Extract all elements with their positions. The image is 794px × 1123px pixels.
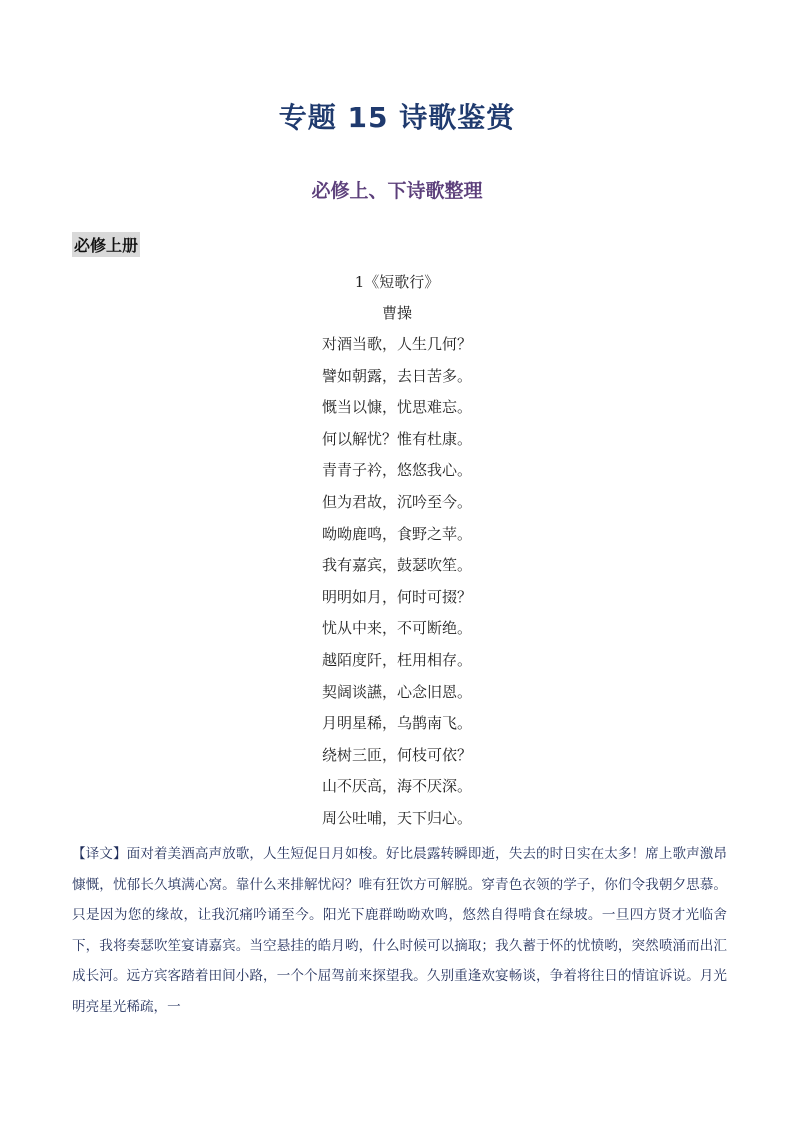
poem-line: 越陌度阡，枉用相存。 <box>321 650 472 669</box>
translation-paragraph <box>72 839 727 1022</box>
poem-title: 1《短歌行》 <box>354 273 440 291</box>
poem-line: 月明星稀，乌鹊南飞。 <box>321 714 472 733</box>
volume-heading: 必修上册 <box>72 232 140 257</box>
translation-text: 面对着美酒高声放歌，人生短促日月如梭。好比晨露转瞬即逝，失去的时日实在太多！席上歌声激昂慷慨，忧郁长久填满心窝。靠什么来排解忧闷？唯有狂饮方可解脱。穿青色衣领的学子，你们令我朝夕思慕。只是因为您的缘故，让我沉痛吟诵至今。阳光下鹿群呦呦欢鸣，悠然自得啃食在绿坡。一旦四方贤才光临舍下，我将奏瑟吹笙宴请嘉宾。当空悬挂的皓月哟，什么时候可以摘取；我久蓄于怀的忧愤哟，突然喷涌而出汇成长河。远方宾客踏着田间小路，一个个屈驾前来探望我。久别重逢欢宴畅谈，争着将往日的情谊诉说。月光明亮星光稀疏，一 <box>72 846 728 1015</box>
poem-line: 呦呦鹿鸣，食野之苹。 <box>321 524 472 543</box>
section-subtitle: 必修上、下诗歌整理 <box>311 180 483 202</box>
poem-line: 山不厌高，海不厌深。 <box>321 777 472 796</box>
page-title: 专题 15 诗歌鉴赏 <box>278 101 516 134</box>
poem-line: 何以解忧？惟有杜康。 <box>321 429 472 448</box>
poem-lines <box>0 333 794 839</box>
poem-line: 对酒当歌，人生几何？ <box>321 335 472 353</box>
poem-line: 青青子衿，悠悠我心。 <box>321 461 472 480</box>
poem-line: 但为君故，沉吟至今。 <box>321 492 472 511</box>
poem-line: 我有嘉宾，鼓瑟吹笙。 <box>321 556 472 575</box>
poem-line: 绕树三匝，何枝可依？ <box>321 745 472 764</box>
poem-line: 周公吐哺，天下归心。 <box>321 808 472 827</box>
poem-line: 慨当以慷，忧思难忘。 <box>321 398 472 417</box>
poem-line: 契阔谈讌，心念旧恩。 <box>321 682 472 701</box>
poem-line: 明明如月，何时可掇？ <box>321 587 472 606</box>
poem-line: 譬如朝露，去日苦多。 <box>321 366 472 385</box>
poem-line: 忧从中来，不可断绝。 <box>321 619 472 638</box>
poem-author: 曹操 <box>381 304 412 322</box>
translation-tag: 【译文】 <box>72 846 127 862</box>
